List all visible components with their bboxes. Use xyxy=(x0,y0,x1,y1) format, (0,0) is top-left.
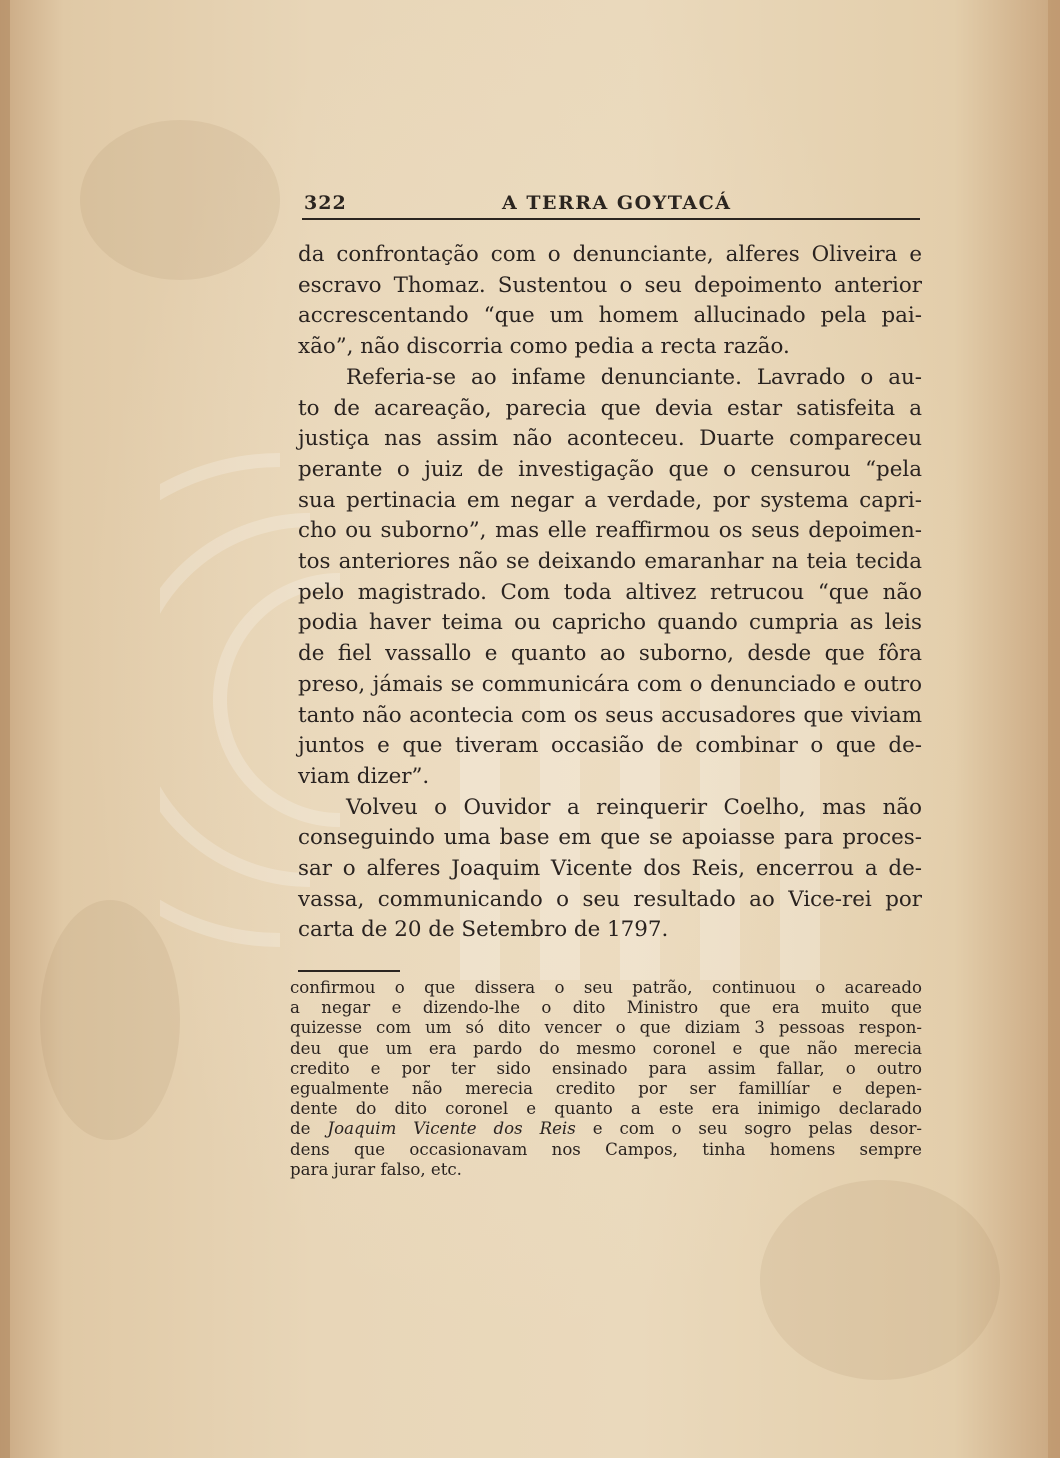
footnote-line: deu que um era pardo do mesmo coronel e que não merecia xyxy=(290,1038,922,1058)
paper-stain xyxy=(760,1180,1000,1380)
footnote-line: credito e por ter sido ensinado para assim fallar, o outro xyxy=(290,1058,922,1078)
text-line: preso, jámais se communicára com o denunciado e outro xyxy=(298,671,922,697)
footnote-text: e com o seu sogro pelas desor- xyxy=(592,1119,923,1139)
text-line: tos anteriores não se deixando emaranhar na teia tecida xyxy=(298,549,922,575)
body-text xyxy=(298,240,922,946)
text-line: vassa, communicando o seu resultado ao Vice-rei por xyxy=(298,886,922,912)
text-line: de fiel vassallo e quanto ao suborno, desde que fôra xyxy=(298,641,922,667)
text-line: accrescentando “que um homem allucinado pela pai- xyxy=(298,303,922,329)
footnote xyxy=(290,978,922,1180)
text-line: cho ou suborno”, mas elle reaffirmou os seus depoimen- xyxy=(298,518,922,544)
text-line: viam dizer”. xyxy=(298,763,430,789)
footnote-line: confirmou o que dissera o seu patrão, continuou o acareado xyxy=(290,978,922,997)
footnote-italic-name: Joaquim Vicente dos Reis xyxy=(327,1119,576,1139)
footnote-line: para jurar falso, etc. xyxy=(290,1159,462,1179)
paper-stain xyxy=(80,120,280,280)
text-line: to de acareação, parecia que devia estar satisfeita a xyxy=(298,395,922,421)
footnote-line: dente do dito coronel e quanto a este era inimigo declarado xyxy=(290,1099,922,1119)
text-line: Volveu o Ouvidor a reinquerir Coelho, mas não xyxy=(346,794,922,820)
page-header xyxy=(302,190,920,220)
footnote-line: dens que occasionavam nos Campos, tinha homens sempre xyxy=(290,1139,922,1159)
footnote-separator xyxy=(298,970,400,972)
footnote-line: quizesse com um só dito vencer o que diziam 3 pessoas respon- xyxy=(290,1018,922,1038)
text-line: escravo Thomaz. Sustentou o seu depoimento anterior xyxy=(298,272,922,298)
paper-stain xyxy=(40,900,180,1140)
page-left-edge xyxy=(0,0,10,1458)
text-line: sua pertinacia em negar a verdade, por systema capri- xyxy=(298,487,922,513)
text-line: sar o alferes Joaquim Vicente dos Reis, encerrou a de- xyxy=(298,856,922,882)
footnote-text: de xyxy=(290,1119,311,1139)
text-line: da confrontação com o denunciante, alferes Oliveira e xyxy=(298,242,922,267)
text-line: tanto não acontecia com os seus accusadores que viviam xyxy=(298,702,922,728)
footnote-line: a negar e dizendo-lhe o dito Ministro que era muito que xyxy=(290,998,922,1018)
footnote-line: egualmente não merecia credito por ser famillíar e depen- xyxy=(290,1079,922,1099)
page-right-edge xyxy=(1048,0,1060,1458)
text-line: juntos e que tiveram occasião de combinar o que de- xyxy=(298,733,922,759)
text-line: pelo magistrado. Com toda altivez retrucou “que não xyxy=(298,579,922,605)
running-title: A TERRA GOYTACÁ xyxy=(502,192,732,214)
text-line: Referia-se ao infame denunciante. Lavrado o au- xyxy=(346,364,922,390)
page-number: 322 xyxy=(304,192,347,214)
text-line: carta de 20 de Setembro de 1797. xyxy=(298,917,669,943)
footnote-line xyxy=(290,1119,922,1139)
text-line: podia haver teima ou capricho quando cumpria as leis xyxy=(298,610,922,636)
text-line: justiça nas assim não aconteceu. Duarte compareceu xyxy=(298,426,922,452)
text-line: perante o juiz de investigação que o censurou “pela xyxy=(298,456,922,482)
text-line: xão”, não discorria como pedia a recta razão. xyxy=(298,334,790,360)
text-line: conseguindo uma base em que se apoiasse para proces- xyxy=(298,825,922,851)
